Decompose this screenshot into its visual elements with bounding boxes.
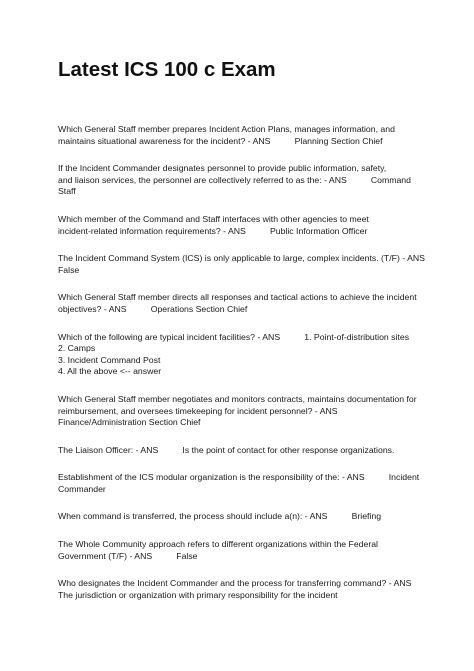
qa-line: The jurisdiction or organization with primary responsibility for the incident	[58, 589, 338, 600]
qa-entry	[58, 539, 438, 562]
qa-line: 4. All the above <-- answer	[58, 366, 162, 377]
qa-line: The Incident Command System (ICS) is only applicable to large, complex incidents. (T/F) - ANS	[58, 253, 425, 264]
qa-line: 2. Camps	[58, 343, 96, 354]
qa-line: Which of the following are typical incident facilities? - ANS 1. Point-of-distribution sites	[58, 331, 410, 342]
qa-line: Who designates the Incident Commander and the process for transferring command? - ANS	[58, 578, 412, 589]
qa-entry	[58, 292, 438, 315]
qa-line: and liaison services, the personnel are collectively referred to as the: - ANS Command	[58, 174, 411, 185]
qa-entry	[58, 214, 438, 237]
qa-line: maintains situational awareness for the incident? - ANS Planning Section Chief	[58, 135, 383, 146]
qa-entry	[58, 253, 438, 276]
qa-line: Commander	[58, 483, 106, 494]
qa-line: If the Incident Commander designates personnel to provide public information, safety,	[58, 163, 387, 174]
qa-entry	[58, 394, 438, 429]
qa-line: reimbursement, and oversees timekeeping for incident personnel? - ANS	[58, 405, 338, 416]
qa-line: Finance/Administration Section Chief	[58, 417, 201, 428]
qa-line: The Liaison Officer: - ANS Is the point of contact for other response organizations.	[58, 444, 395, 455]
qa-entry	[58, 511, 438, 523]
qa-entry	[58, 332, 438, 378]
qa-list	[58, 124, 438, 601]
qa-line: Which General Staff member prepares Incident Action Plans, manages information, and	[58, 124, 395, 134]
qa-entry	[58, 163, 438, 198]
qa-line: Staff	[58, 186, 76, 197]
qa-entry	[58, 472, 438, 495]
qa-line: Establishment of the ICS modular organization is the responsibility of the: - ANS Incident	[58, 472, 420, 483]
qa-line: Which General Staff member directs all responses and tactical actions to achieve the incident	[58, 292, 417, 303]
qa-line: Which member of the Command and Staff interfaces with other agencies to meet	[58, 213, 369, 224]
qa-entry	[58, 124, 438, 147]
qa-line: Which General Staff member negotiates and monitors contracts, maintains documentation for	[58, 393, 417, 404]
qa-line: 3. Incident Command Post	[58, 354, 161, 365]
qa-line: Government (T/F) - ANS False	[58, 550, 198, 561]
qa-line: False	[58, 264, 80, 275]
qa-line: The Whole Community approach refers to different organizations within the Federal	[58, 539, 378, 550]
qa-line: objectives? - ANS Operations Section Chief	[58, 303, 248, 314]
qa-entry	[58, 445, 438, 457]
document-title: Latest ICS 100 c Exam	[58, 58, 276, 81]
qa-line: incident-related information requirements? - ANS Public Information Officer	[58, 225, 368, 236]
document-page	[58, 58, 438, 617]
qa-entry	[58, 578, 438, 601]
qa-line: When command is transferred, the process should include a(n): - ANS Briefing	[58, 511, 382, 522]
